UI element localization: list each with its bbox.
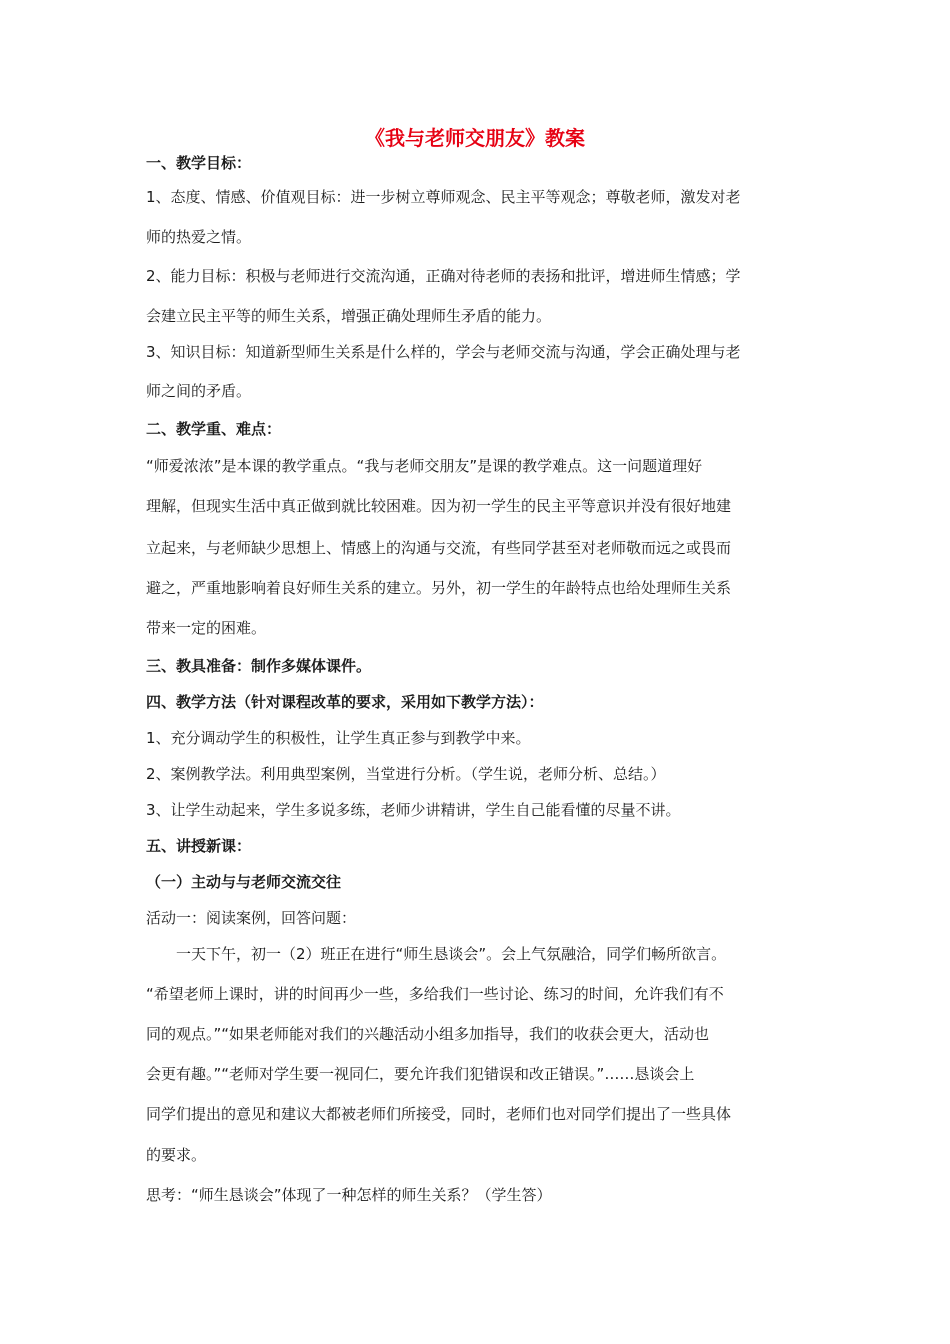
paragraph-line: 一天下午，初一（2）班正在进行“师生恳谈会”。会上气氛融洽，同学们畅所欲言。 bbox=[176, 945, 727, 963]
paragraph-line: 1、充分调动学生的积极性，让学生真正参与到教学中来。 bbox=[146, 729, 531, 747]
paragraph-line: 2、案例教学法。利用典型案例，当堂进行分析。（学生说，老师分析、总结。） bbox=[146, 765, 666, 783]
section-heading-new-lesson: 五、讲授新课： bbox=[146, 837, 252, 855]
section-heading-materials: 三、教具准备：制作多媒体课件。 bbox=[146, 657, 372, 675]
paragraph-line: 的要求。 bbox=[146, 1146, 207, 1164]
paragraph-line: 带来一定的困难。 bbox=[146, 619, 267, 637]
paragraph-line: 1、态度、情感、价值观目标：进一步树立尊师观念、民主平等观念；尊敬老师，激发对老 bbox=[146, 188, 741, 206]
document-title: 《我与老师交朋友》教案 bbox=[365, 126, 585, 150]
paragraph-line: 立起来，与老师缺少思想上、情感上的沟通与交流，有些同学甚至对老师敬而远之或畏而 bbox=[146, 539, 732, 557]
paragraph-line: 2、能力目标：积极与老师进行交流沟通，正确对待老师的表扬和批评，增进师生情感；学 bbox=[146, 267, 741, 285]
paragraph-line: 思考：“师生恳谈会”体现了一种怎样的师生关系？（学生答） bbox=[146, 1186, 552, 1204]
paragraph-line: 师之间的矛盾。 bbox=[146, 382, 252, 400]
paragraph-line: “希望老师上课时，讲的时间再少一些，多给我们一些讨论、练习的时间，允许我们有不 bbox=[146, 985, 724, 1003]
paragraph-line: 活动一：阅读案例，回答问题： bbox=[146, 909, 357, 927]
paragraph-line: “师爱浓浓”是本课的教学重点。“我与老师交朋友”是课的教学难点。这一问题道理好 bbox=[146, 457, 703, 475]
paragraph-line: 同学们提出的意见和建议大都被老师们所接受，同时，老师们也对同学们提出了一些具体 bbox=[146, 1105, 732, 1123]
section-heading-objectives: 一、教学目标： bbox=[146, 154, 252, 172]
paragraph-line: 师的热爱之情。 bbox=[146, 228, 252, 246]
section-heading-methods: 四、教学方法（针对课程改革的要求，采用如下教学方法）： bbox=[146, 693, 544, 711]
paragraph-line: 3、让学生动起来，学生多说多练，老师少讲精讲，学生自己能看懂的尽量不讲。 bbox=[146, 801, 681, 819]
paragraph-line: 理解，但现实生活中真正做到就比较困难。因为初一学生的民主平等意识并没有很好地建 bbox=[146, 497, 732, 515]
paragraph-line: 会建立民主平等的师生关系，增强正确处理师生矛盾的能力。 bbox=[146, 307, 552, 325]
paragraph-line: 避之，严重地影响着良好师生关系的建立。另外，初一学生的年龄特点也给处理师生关系 bbox=[146, 579, 732, 597]
paragraph-line: 同的观点。”“如果老师能对我们的兴趣活动小组多加指导，我们的收获会更大，活动也 bbox=[146, 1025, 710, 1043]
paragraph-line: 3、知识目标：知道新型师生关系是什么样的，学会与老师交流与沟通，学会正确处理与老 bbox=[146, 343, 741, 361]
paragraph-line: 会更有趣。”“老师对学生要一视同仁，要允许我们犯错误和改正错误。”……恳谈会上 bbox=[146, 1065, 695, 1083]
subsection-heading: （一）主动与与老师交流交往 bbox=[146, 873, 342, 891]
section-heading-key-points: 二、教学重、难点： bbox=[146, 420, 282, 438]
